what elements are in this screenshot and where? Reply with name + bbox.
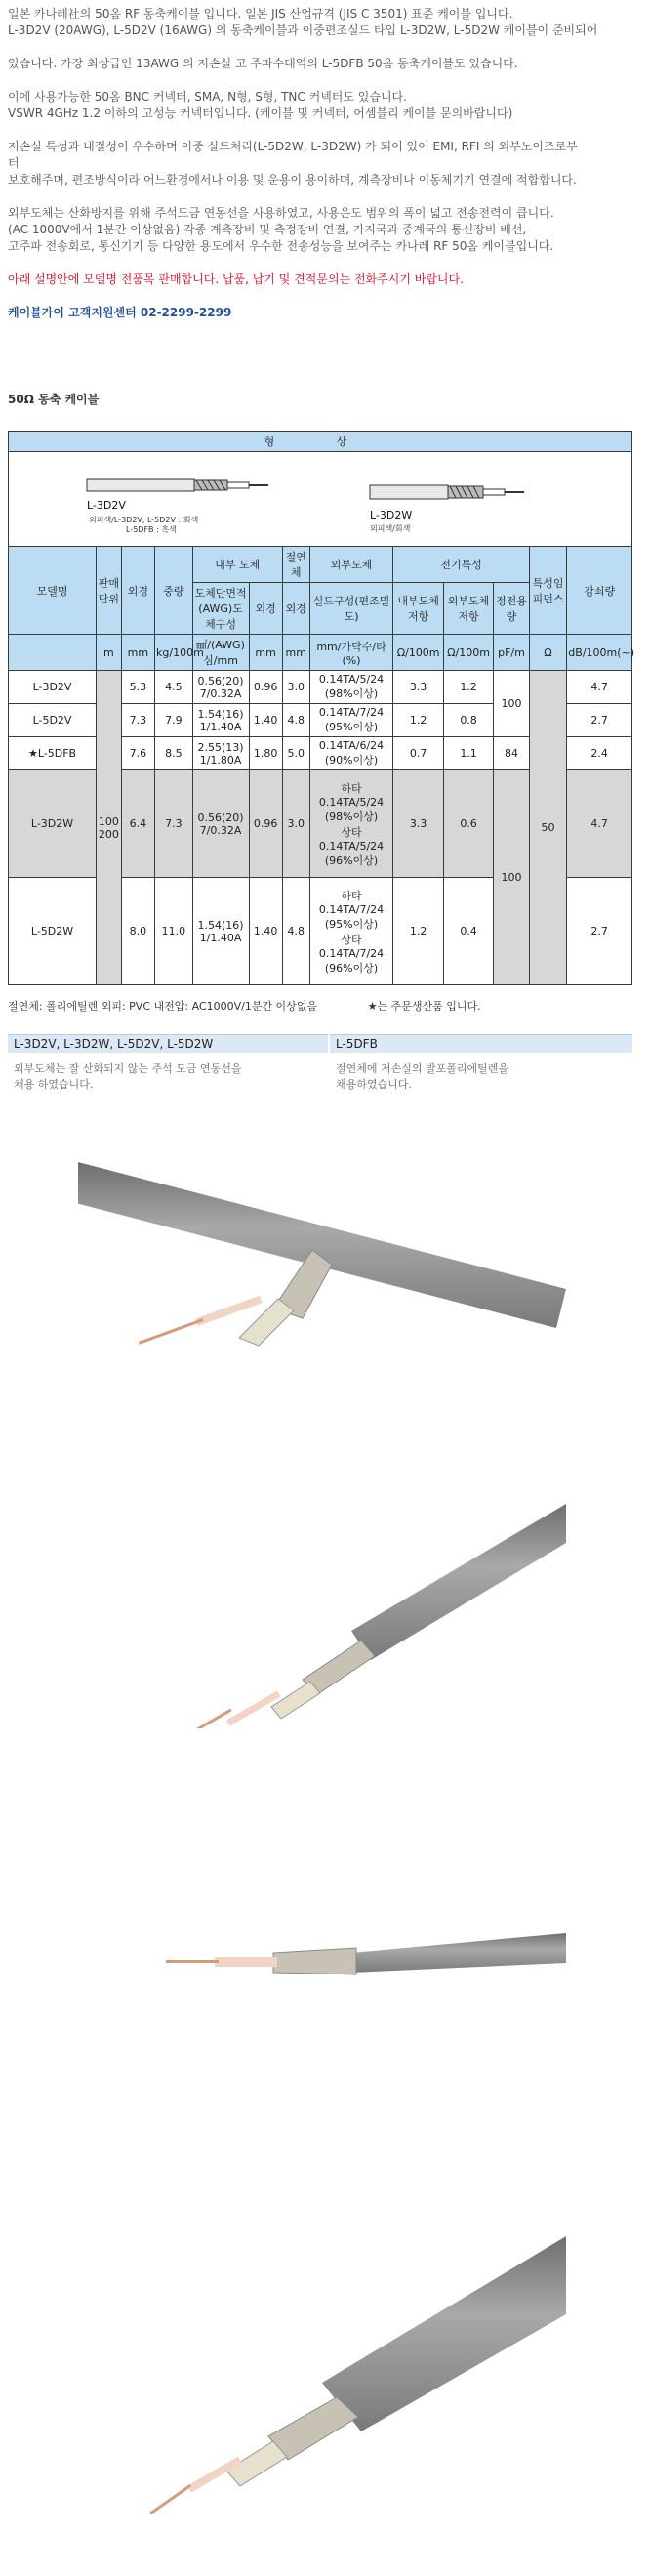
- model-cell: L-5D2V: [9, 704, 97, 737]
- th-outer: 외부도체: [309, 547, 393, 583]
- inner-od-cell: 1.80: [249, 737, 282, 770]
- model-cell: ★L-5DFB: [9, 737, 97, 770]
- inner-cell: 2.55(13) 1/1.80A: [192, 737, 249, 770]
- th-inner-od: 외경: [249, 583, 282, 635]
- model-cell: L-3D2V: [9, 671, 97, 704]
- unit-cell: Ω/100m: [393, 635, 443, 671]
- rout-cell: 1.1: [443, 737, 493, 770]
- model-cell: L-3D2W: [9, 770, 97, 878]
- table-footnote: [8, 998, 481, 1014]
- weight-cell: 4.5: [155, 671, 193, 704]
- intro-line: VSWR 4GHz 1.2 이하의 고성능 커넥터입니다. (케이블 및 커넥터, 어셈블리 케이블 문의바랍니다): [8, 106, 513, 120]
- rin-cell: 3.3: [393, 770, 443, 878]
- weight-cell: 11.0: [155, 878, 193, 985]
- weight-cell: 7.9: [155, 704, 193, 737]
- svg-text:외피색/L-3D2V, L-5D2V : 회색: 외피색/L-3D2V, L-5D2V : 회색: [89, 516, 199, 524]
- th-unit: 판매단위: [97, 547, 122, 635]
- weight-cell: 8.5: [155, 737, 193, 770]
- shape-header: 형 상: [9, 432, 632, 452]
- cable-photo-1: [78, 1162, 566, 1348]
- intro-line: L-3D2V (20AWG), L-5D2V (16AWG) 의 동축케이블과 이중편조실드 타입 L-3D2W, L-5D2W 케이블이 준비되어: [8, 23, 598, 37]
- atten-cell: 2.7: [567, 704, 632, 737]
- od-cell: 6.4: [121, 770, 154, 878]
- cap-cell: 100: [494, 671, 529, 737]
- outer-cell: 0.14TA/7/24 (95%이상): [309, 704, 393, 737]
- cable-photo-3: [78, 1904, 566, 1992]
- intro-line: 외부도체는 산화방지를 위해 주석도금 연동선을 사용하였고, 사용온도 범위의 폭이 넓고 전송전력이 큽니다.: [8, 206, 554, 220]
- unit-value: 100 200: [97, 671, 122, 985]
- od-cell: 5.3: [121, 671, 154, 704]
- contact-text: 케이블가이 고객지원센터 02-2299-2299: [8, 306, 232, 319]
- cable-diagram-icon: [9, 452, 631, 546]
- table-row: [9, 671, 632, 704]
- rin-cell: 3.3: [393, 671, 443, 704]
- insul-od-cell: 5.0: [282, 737, 309, 770]
- th-insul: 절연체: [282, 547, 309, 583]
- unit-cell: mm: [121, 635, 154, 671]
- inner-cell: 0.56(20) 7/0.32A: [192, 671, 249, 704]
- outer-cell: 하타 0.14TA/7/24 (95%이상) 상타 0.14TA/7/24 (96%이상): [309, 878, 393, 985]
- spec-table: [8, 431, 635, 985]
- svg-text:외피색/회색: 외피색/회색: [370, 524, 411, 533]
- unit-cell: mm/가닥수/타(%): [309, 635, 393, 671]
- rout-cell: 0.6: [443, 770, 493, 878]
- rout-cell: 1.2: [443, 671, 493, 704]
- rin-cell: 0.7: [393, 737, 443, 770]
- rin-cell: 1.2: [393, 704, 443, 737]
- th-model: 모델명: [9, 547, 97, 635]
- unit-cell: m: [97, 635, 122, 671]
- footnote-left: 절연체: 폴리에틸렌 외피: PVC 내전압: AC1000V/1분간 이상없음: [8, 1000, 318, 1013]
- th-atten: 감쇠량: [567, 547, 632, 635]
- th-outer-res: 외부도체저항: [443, 583, 493, 635]
- illus-right-model: L-3D2W: [370, 509, 413, 521]
- th-weight: 중량: [155, 547, 193, 635]
- model-cell: L-5D2W: [9, 878, 97, 985]
- inner-od-cell: 0.96: [249, 770, 282, 878]
- left-feature-desc: 외부도체는 잘 산화되지 않는 주석 도금 연동선을 채용 하였습니다.: [14, 1062, 242, 1091]
- insul-od-cell: 3.0: [282, 770, 309, 878]
- th-inner: 내부 도체: [192, 547, 282, 583]
- unit-cell: dB/100m(~): [567, 635, 632, 671]
- od-cell: 8.0: [121, 878, 154, 985]
- intro-text: [8, 6, 642, 321]
- inner-od-cell: 1.40: [249, 704, 282, 737]
- unit-cell: mm: [249, 635, 282, 671]
- atten-cell: 4.7: [567, 770, 632, 878]
- outer-cell: 0.14TA/6/24 (90%이상): [309, 737, 393, 770]
- intro-line: 저손실 특성과 내절성이 우수하며 이중 실드처리(L-5D2W, L-3D2W) 가 되어 있어 EMI, RFI 의 외부노이즈로부: [8, 140, 578, 153]
- atten-cell: 2.7: [567, 878, 632, 985]
- th-inner-area: 도체단면적(AWG)도체구성: [192, 583, 249, 635]
- inner-od-cell: 0.96: [249, 671, 282, 704]
- right-feature-desc: 절연체에 저손실의 발포폴리에틸렌을 채용하였습니다.: [336, 1062, 509, 1091]
- inner-cell: 1.54(16) 1/1.40A: [192, 704, 249, 737]
- outer-cell: 하타 0.14TA/5/24 (98%이상) 상타 0.14TA/5/24 (96%이상): [309, 770, 393, 878]
- svg-text:L-5DFB : 흑색: L-5DFB : 흑색: [126, 525, 177, 534]
- unit-cell: Ω/100m: [443, 635, 493, 671]
- outer-cell: 0.14TA/5/24 (98%이상): [309, 671, 393, 704]
- cap-cell: 100: [494, 770, 529, 985]
- cable-photo-4: [78, 2236, 566, 2529]
- unit-cell: mm: [282, 635, 309, 671]
- inner-cell: 1.54(16) 1/1.40A: [192, 878, 249, 985]
- od-cell: 7.3: [121, 704, 154, 737]
- left-feature-title: L-3D2V, L-3D2W, L-5D2V, L-5D2W: [8, 1034, 328, 1053]
- intro-line: 일본 카나레社의 50옴 RF 동축케이블 입니다. 일본 JIS 산업규격 (JIS C 3501) 표준 케이블 입니다.: [8, 7, 513, 21]
- th-cap: 정전용량: [494, 583, 529, 635]
- th-outer-comp: 실드구성(편조밀도): [309, 583, 393, 635]
- rout-cell: 0.8: [443, 704, 493, 737]
- th-insul-od: 외경: [282, 583, 309, 635]
- th-elec: 전기특성: [393, 547, 529, 583]
- intro-line: 있습니다. 가장 최상급인 13AWG 의 저손실 고 주파수대역의 L-5DFB 50옴 동축케이블도 있습니다.: [8, 57, 518, 70]
- rin-cell: 1.2: [393, 878, 443, 985]
- th-inner-res: 내부도체저항: [393, 583, 443, 635]
- cable-illustration: [9, 452, 631, 546]
- intro-line: 보호해주며, 편조방식이라 어느환경에서나 이용 및 운용이 용이하며, 계측장비나 이동체기기 연결에 적합합니다.: [8, 173, 577, 187]
- weight-cell: 7.3: [155, 770, 193, 878]
- atten-cell: 4.7: [567, 671, 632, 704]
- inner-od-cell: 1.40: [249, 878, 282, 985]
- unit-cell: kg/100m: [155, 635, 193, 671]
- rout-cell: 0.4: [443, 878, 493, 985]
- cable-photo-2: [78, 1504, 566, 1728]
- section-title: 50Ω 동축 케이블: [8, 393, 100, 406]
- intro-line: 고주파 전송회로, 통신기기 등 다양한 용도에서 우수한 전송성능을 보여주는 카나레 RF 50옴 케이블입니다.: [8, 239, 554, 253]
- illus-left-model: L-3D2V: [87, 499, 126, 512]
- insul-od-cell: 4.8: [282, 704, 309, 737]
- inner-cell: 0.56(20) 7/0.32A: [192, 770, 249, 878]
- unit-cell: Ω: [529, 635, 567, 671]
- notice-text: 아래 설명안에 모델명 전품목 판매합니다. 납품, 납기 및 견적문의는 전화주시기 바랍니다.: [8, 272, 464, 286]
- atten-cell: 2.4: [567, 737, 632, 770]
- th-od: 외경: [121, 547, 154, 635]
- intro-line: 터: [8, 156, 20, 170]
- intro-line: (AC 1000V에서 1분간 이상없음) 각종 계측장비 및 측정장비 연결, 가지국과 중계국의 통신장비 배선,: [8, 223, 527, 236]
- insul-od-cell: 4.8: [282, 878, 309, 985]
- insul-od-cell: 3.0: [282, 671, 309, 704]
- unit-cell: ㎟/(AWG)심/mm: [192, 635, 249, 671]
- th-imp: 특성임피던스: [529, 547, 567, 635]
- imp-value: 50: [529, 671, 567, 985]
- od-cell: 7.6: [121, 737, 154, 770]
- right-feature-title: L-5DFB: [330, 1034, 632, 1053]
- cap-cell: 84: [494, 737, 529, 770]
- unit-cell: pF/m: [494, 635, 529, 671]
- intro-line: 이에 사용가능한 50옴 BNC 커넥터, SMA, N형, S형, TNC 커넥터도 있습니다.: [8, 90, 407, 104]
- footnote-right: ★는 주문생산품 입니다.: [367, 1000, 481, 1013]
